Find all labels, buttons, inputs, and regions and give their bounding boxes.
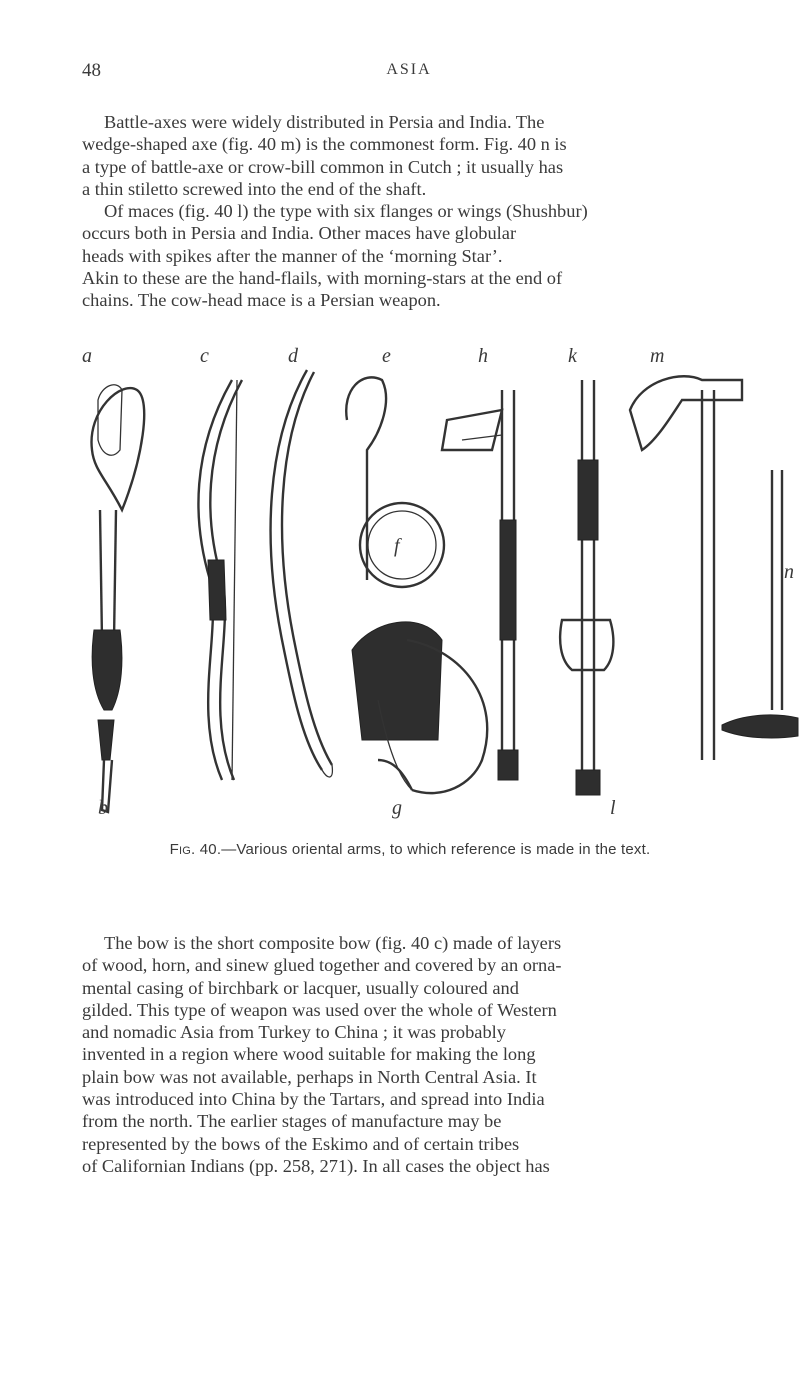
weapon-c-bow xyxy=(198,380,242,780)
weapon-m-n-axes xyxy=(630,376,798,760)
label-d: d xyxy=(288,345,298,367)
figure-caption xyxy=(82,841,738,858)
page-header xyxy=(82,60,736,84)
weapon-a-b xyxy=(92,385,145,812)
label-m: m xyxy=(650,345,665,367)
label-h: h xyxy=(478,345,488,367)
text-line: was introduced into China by the Tartars, and spread into India xyxy=(82,1089,545,1110)
weapons-illustration xyxy=(82,340,800,830)
label-f: f xyxy=(394,535,400,557)
text-line: from the north. The earlier stages of manufacture may be xyxy=(82,1111,502,1132)
label-a: a xyxy=(82,345,92,367)
text-line: and nomadic Asia from Turkey to China ; it was probably xyxy=(82,1022,506,1043)
caption-text: —Various oriental arms, to which reference is made in the text. xyxy=(221,841,651,858)
text-line: gilded. This type of weapon was used over the whole of Western xyxy=(82,999,557,1020)
text-line: a thin stiletto screwed into the end of the shaft. xyxy=(82,178,427,199)
text-line: plain bow was not available, perhaps in North Central Asia. It xyxy=(82,1066,537,1087)
text-line: a type of battle-axe or crow-bill common in Cutch ; it usually has xyxy=(82,156,564,177)
label-k: k xyxy=(568,345,577,367)
label-e: e xyxy=(382,345,391,367)
text-line: of Californian Indians (pp. 258, 271). In all cases the object has xyxy=(82,1155,550,1176)
text-line: The bow is the short composite bow (fig. 40 c) made of layers xyxy=(104,933,562,953)
text-line: represented by the bows of the Eskimo and of certain tribes xyxy=(82,1133,520,1154)
running-head: ASIA xyxy=(386,61,432,78)
label-n: n xyxy=(784,561,794,583)
weapon-k-l-mace xyxy=(98,380,616,819)
text-line: Akin to these are the hand-flails, with morning-stars at the end of xyxy=(82,268,563,289)
caption-prefix: Fig. 40. xyxy=(169,841,222,858)
paragraph-battle-axes xyxy=(82,111,738,312)
text-line: invented in a region where wood suitable for making the long xyxy=(82,1044,536,1065)
text-line: mental casing of birchbark or lacquer, usually coloured and xyxy=(82,977,519,998)
text-line: wedge-shaped axe (fig. 40 m) is the commonest form. Fig. 40 n is xyxy=(82,134,567,155)
paragraph-composite-bow xyxy=(82,932,738,1177)
weapon-d-sabre xyxy=(271,370,333,777)
label-l: l xyxy=(610,797,616,819)
text-line: chains. The cow-head mace is a Persian weapon. xyxy=(82,290,441,311)
text-line: Of maces (fig. 40 l) the type with six flanges or wings (Shushbur) xyxy=(104,201,588,222)
label-c: c xyxy=(200,345,209,367)
weapon-h-axe xyxy=(442,390,518,780)
text-line: occurs both in Persia and India. Other maces have globular xyxy=(82,223,517,244)
label-b: b xyxy=(98,797,108,819)
label-g: g xyxy=(392,797,402,819)
text-line: Battle-axes were widely distributed in Persia and India. The xyxy=(104,112,545,132)
text-line: of wood, horn, and sinew glued together and covered by an orna- xyxy=(82,955,562,976)
text-line: heads with spikes after the manner of the ‘morning Star’. xyxy=(82,245,503,266)
figure-oriental-arms xyxy=(82,340,800,830)
page-number: 48 xyxy=(82,60,101,81)
